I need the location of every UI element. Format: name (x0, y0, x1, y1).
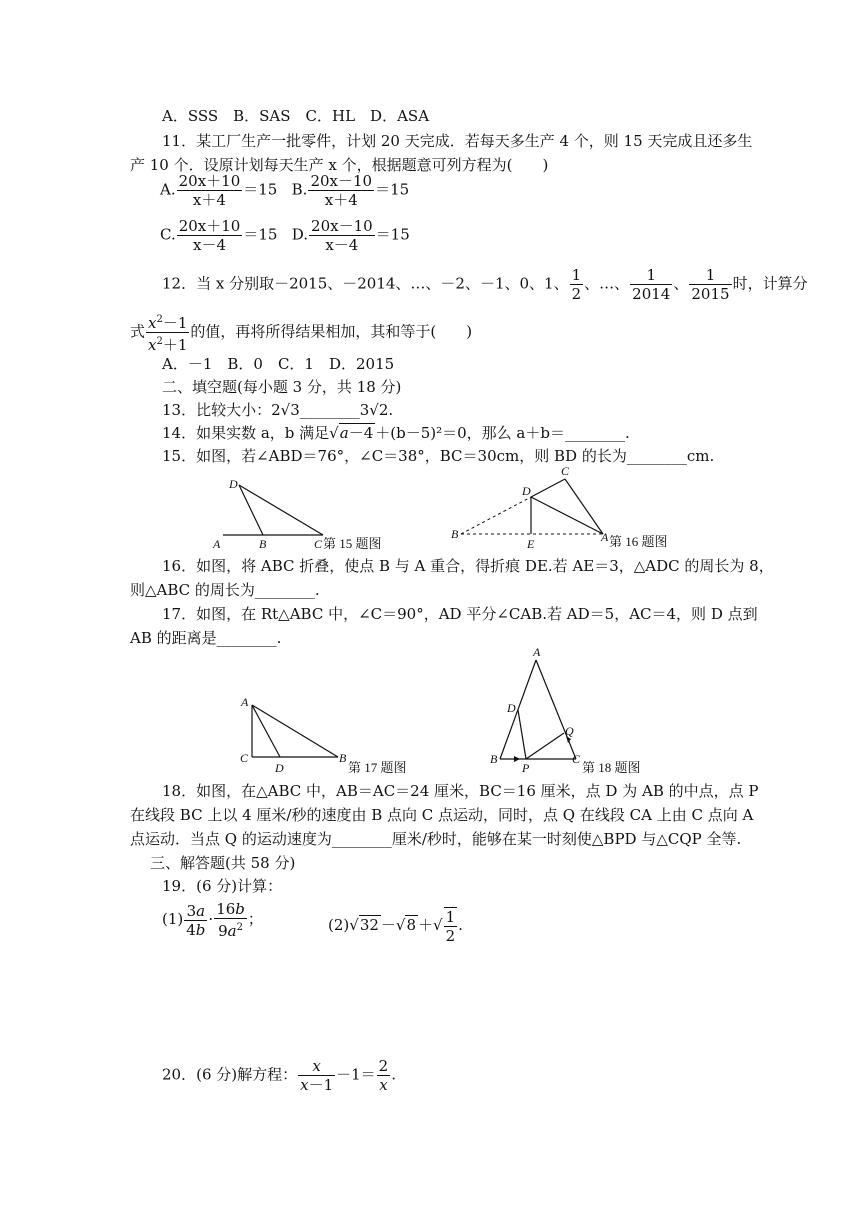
q11-b-fraction: $\frac{20x-10}{x+4}$ (310, 172, 373, 209)
q12-line2: 式 $\frac{x^2-1}{x^2+1}$ 的值，再将所得结果相加，其和等于( ) (130, 311, 472, 354)
q14: 14．如果实数 a，b 满足√a－4 ＋(b－5)²＝0，那么 a＋b＝________. (162, 424, 630, 442)
q11-line2: 产 10 个．设原计划每天生产 x 个，根据题意可列方程为( ) (130, 156, 549, 174)
fig16-label-b: B (451, 527, 459, 541)
q17-line1: 17．如图，在 Rt△ABC 中，∠C＝90°，AD 平分∠CAB.若 AD＝5，AC＝4，则 D 点到 (162, 605, 758, 623)
frac-1-2015: $\frac{1}{2015}$ (691, 266, 730, 303)
fig17-label-c: C (240, 751, 249, 765)
q13: 13．比较大小：2√3________3√2. (162, 401, 394, 419)
q11-line1: 11．某工厂生产一批零件，计划 20 天完成．若每天多生产 4 个，则 15 天完成且还多生 (162, 132, 753, 150)
q10-options: A．SSS B．SAS C．HL D．ASA (162, 107, 430, 125)
fig15-label-a: A (213, 537, 221, 551)
q12-expression-fraction: $\frac{x^2-1}{x^2+1}$ (146, 311, 189, 354)
frac-1-2014: $\frac{1}{2014}$ (632, 266, 671, 303)
q19-part2: (2)√32 －√8 ＋√ $\frac{1}{2}$ . (328, 908, 463, 945)
q11-options-ab: A. $\frac{20x+10}{x+4}$ ＝15 B. $\frac{20x-10}{x+4}$ ＝15 (160, 172, 410, 209)
q18-line3: 点运动．当点 Q 的运动速度为________厘米/秒时，能够在某一时刻使△BPD 与△CQP 全等. (130, 830, 742, 848)
figure-18 (480, 642, 680, 777)
fig16-label-e: E (527, 537, 535, 551)
fig18-label-q: Q (565, 724, 574, 738)
fig15-label-c: C (314, 537, 323, 551)
fig17-label-b: B (339, 751, 347, 765)
q18-line1: 18．如图，在△ABC 中，AB＝AC＝24 厘米，BC＝16 厘米，点 D 为 AB 的中点，点 P (162, 782, 759, 800)
q16-line1: 16．如图，将 ABC 折叠，使点 B 与 A 重合，得折痕 DE.若 AE＝3，△ADC 的周长为 8， (162, 557, 774, 575)
fig18-label-c: C (572, 752, 581, 766)
q17-line2: AB 的距离是________. (130, 629, 282, 647)
figure-17 (230, 690, 430, 780)
fig16-caption: 第 16 题图 (609, 534, 668, 549)
fig17-caption: 第 17 题图 (348, 760, 407, 775)
q18-line2: 在线段 BC 上以 4 厘米/秒的速度由 B 点向 C 点运动，同时，点 Q 在线段 CA 上由 C 点向 A (130, 806, 754, 824)
figure-15 (205, 472, 445, 552)
q12-options: A．－1 B．0 C．1 D．2015 (162, 355, 395, 373)
fig15-label-d: D (229, 477, 238, 491)
figure-16 (445, 462, 695, 552)
fig15-caption: 第 15 题图 (323, 536, 382, 551)
fig18-label-a: A (533, 645, 541, 659)
q15: 15．如图，若∠ABD＝76°，∠C＝38°，BC＝30cm，则 BD 的长为________cm. (162, 447, 715, 465)
frac-1-2: $\frac{1}{2}$ (571, 266, 582, 303)
section2-heading: 二、填空题(每小题 3 分，共 18 分) (162, 378, 402, 396)
q11-d-fraction: $\frac{20x-10}{x-4}$ (311, 217, 373, 254)
q11-a-fraction: $\frac{20x+10}{x+4}$ (178, 172, 241, 209)
fig18-label-p: P (522, 761, 530, 775)
q19-title: 19．(6 分)计算： (162, 877, 283, 895)
fig17-label-d: D (275, 761, 284, 775)
fig15-label-b: B (259, 537, 267, 551)
fig17-label-a: A (241, 695, 249, 709)
q11-c-fraction: $\frac{20x+10}{x-4}$ (178, 217, 241, 254)
q11-options-cd: C. $\frac{20x+10}{x-4}$ ＝15 D. $\frac{20x-10}{x-4}$ ＝15 (160, 217, 410, 254)
section3-heading: 三、解答题(共 58 分) (150, 854, 296, 872)
q19-part1: (1) $\frac{3a}{4b}$ · $\frac{16b}{9a^2}$ ； (162, 900, 263, 940)
fig16-label-c: C (561, 464, 570, 478)
fig18-label-d: D (507, 701, 516, 715)
fig16-label-d: D (522, 484, 531, 498)
fig18-caption: 第 18 题图 (582, 760, 641, 775)
fig16-label-a: A (601, 530, 609, 544)
q16-line2: 则△ABC 的周长为________. (130, 581, 320, 599)
fig18-label-b: B (490, 752, 498, 766)
q20: 20．(6 分)解方程： $\frac{x}{x-1}$ －1＝ $\frac{2}{x}$ . (162, 1057, 396, 1094)
q12-line1: 12．当 x 分别取－2015、－2014、…、－2、－1、0、1、 $\frac{1}{2}$ 、…、 $\frac{1}{2014}$ 、 $\frac{1}{2015}$ 时，计算分 (162, 266, 808, 303)
